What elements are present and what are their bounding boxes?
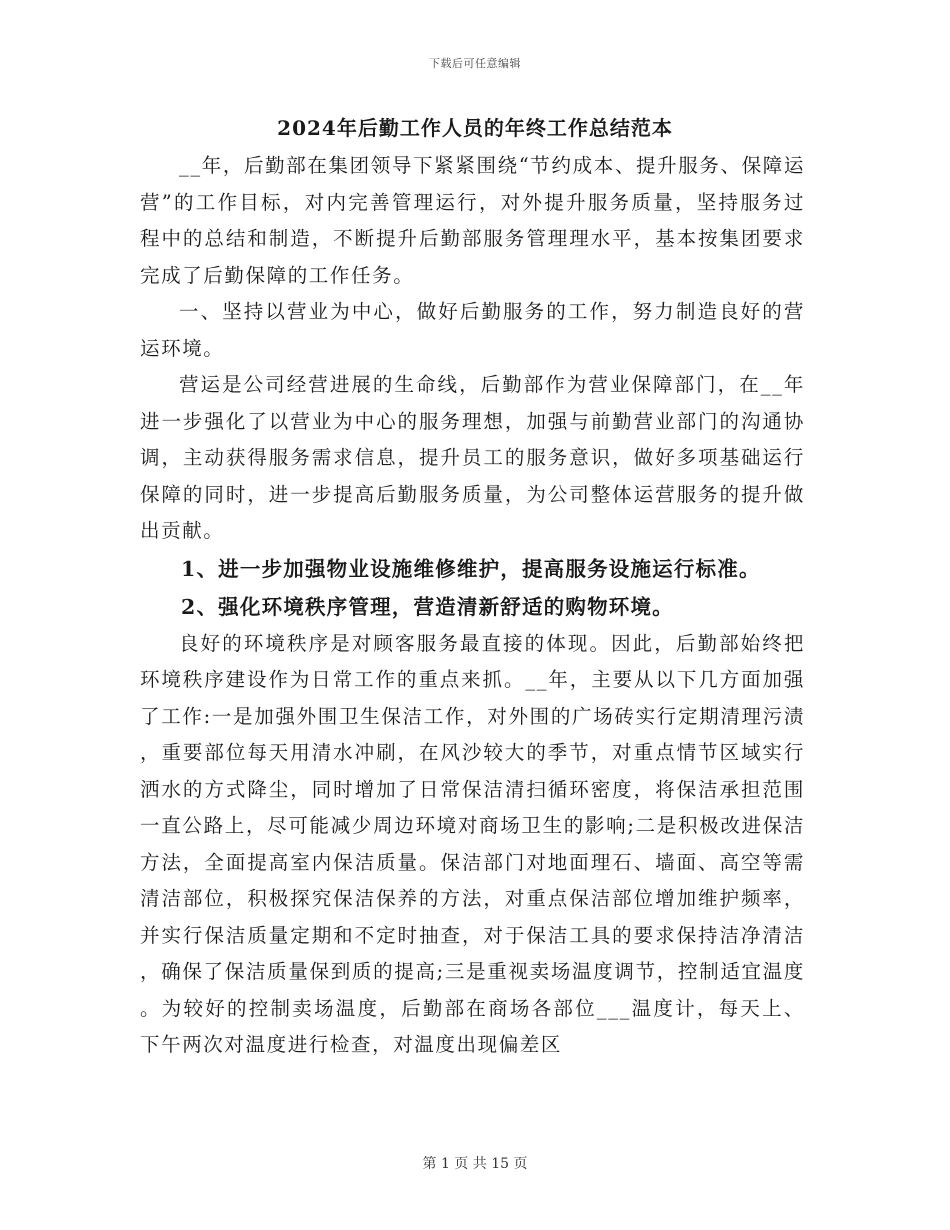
paragraph-intro: __年，后勤部在集团领导下紧紧围绕“节约成本、提升服务、保障运营”的工作目标，对内完善管理运行，对外提升服务质量，坚持服务过程中的总结和制造，不断提升后勤部服务管理理水平，基本按集团要求完成了后勤保障的工作任务。 xyxy=(140,154,805,287)
subheading-1: 1、进一步加强物业设施维修维护，提高服务设施运行标准。 xyxy=(181,556,761,581)
paragraph-section-1-heading: 一、坚持以营业为中心，做好后勤服务的工作，努力制造良好的营运环境。 xyxy=(140,300,805,360)
document-title: 2024年后勤工作人员的年终工作总结范本 xyxy=(277,116,673,140)
header-note: 下载后可任意编辑 xyxy=(429,57,521,70)
document-body xyxy=(140,148,805,1064)
paragraph-environment: 良好的环境秩序是对顾客服务最直接的体现。因此，后勤部始终把环境秩序建设作为日常工作的重点来抓。__年，主要从以下几方面加强了工作:一是加强外围卫生保洁工作，对外围的广场砖实行定期清理污渍，重要部位每天用清水冲刷，在风沙较大的季节，对重点情节区域实行洒水的方式降尘，同时增加了日常保洁清扫循环密度，将保洁承担范围一直公路上，尽可能减少周边环境对商场卫生的影响;二是积极改进保洁方法，全面提高室内保洁质量。保洁部门对地面理石、墙面、高空等需清洁部位，积极探究保洁保养的方法，对重点保洁部位增加维护频率，并实行保洁质量定期和不定时抽查，对于保洁工具的要求保持洁净清洁，确保了保洁质量保到质的提高;三是重视卖场温度调节，控制适宜温度。为较好的控制卖场温度，后勤部在商场各部位___温度计，每天上、下午两次对温度进行检查，对温度出现偏差区 xyxy=(140,631,805,1056)
page-indicator: 第 1 页 共 15 页 xyxy=(422,1156,528,1172)
paragraph-section-1-body: 营运是公司经营进展的生命线，后勤部作为营业保障部门，在__年进一步强化了以营业为中心的服务理想，加强与前勤营业部门的沟通协调，主动获得服务需求信息，提升员工的服务意识，做好多项基础运行保障的同时，进一步提高后勤服务质量，为公司整体运营服务的提升做出贡献。 xyxy=(140,373,805,542)
subheading-2: 2、强化环境秩序管理，营造清新舒适的购物环境。 xyxy=(181,594,674,619)
